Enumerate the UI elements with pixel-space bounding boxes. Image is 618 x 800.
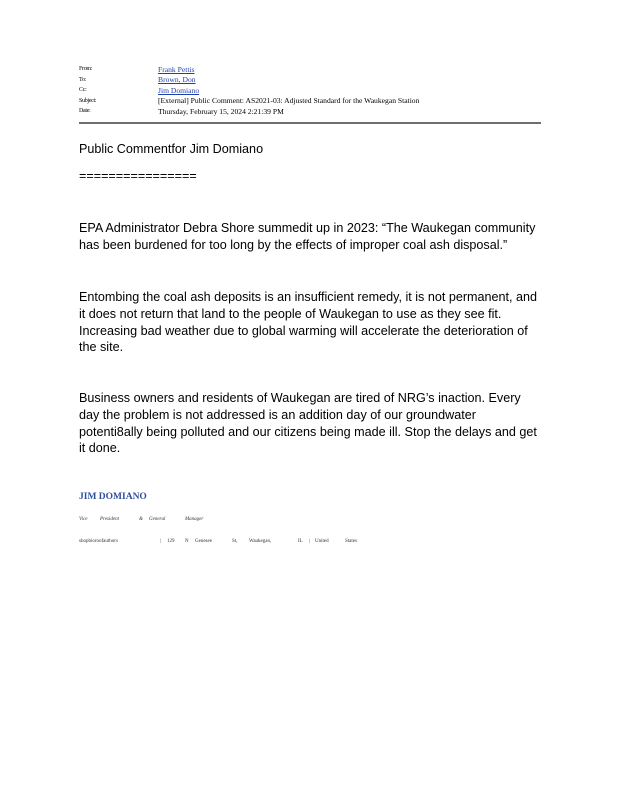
signature-title-word: President — [100, 517, 119, 522]
date-label: Date: — [79, 108, 91, 115]
from-label: From: — [79, 66, 93, 73]
signature-address-word: Genesee — [195, 539, 212, 544]
cc-row — [79, 85, 541, 96]
signature-address-word: St, — [232, 539, 238, 544]
signature-title-word: & — [139, 517, 143, 522]
signature-name: JIM DOMIANO — [79, 492, 147, 502]
signature-address-word: N — [185, 539, 189, 544]
to-link[interactable]: Brown, Don — [158, 75, 196, 85]
greeting: Public Commentfor Jim Domiano — [79, 142, 264, 156]
paragraph-3: Business owners and residents of Waukegan are tired of NRG’s inaction. Every day the problem is not addressed is an addition day of our groundwater potenti8ally being polluted and our citizens being made ill. Stop the delays and get it done. — [79, 391, 537, 456]
signature-address-word: shopbioroofauthors — [79, 539, 118, 544]
email-header — [79, 64, 541, 117]
signature-address-word: IL — [298, 539, 303, 544]
subject-row — [79, 96, 541, 107]
subject-label: Subject: — [79, 97, 97, 104]
cc-link[interactable]: Jim Domiano — [158, 85, 200, 95]
signature-title-word: Manager — [185, 517, 204, 522]
to-row — [79, 75, 541, 86]
signature-title-word: Vice — [79, 517, 88, 522]
from-row — [79, 64, 541, 75]
signature-address-word: States — [345, 539, 357, 544]
paragraph-1: EPA Administrator Debra Shore summedit up in 2023: “The Waukegan community has been burdened for too long by the effects of improper coal ash disposal.” — [79, 221, 536, 252]
to-label: To: — [79, 76, 87, 83]
signature-address-word: United — [315, 539, 329, 544]
cc-label: Cc: — [79, 87, 87, 94]
date-row — [79, 106, 541, 117]
signature-address-word: Waukegan, — [249, 539, 272, 544]
date-value: Thursday, February 15, 2024 2:21:39 PM — [158, 106, 284, 116]
signature-address-word: | — [309, 539, 311, 544]
signature-title-word: General — [149, 517, 166, 522]
paragraph-2: Entombing the coal ash deposits is an insufficient remedy, it is not permanent, and it does not return that land to the people of Waukegan to use as they see fit. Increasing bad weather due to global warming will accelerate the deterioration of the site. — [79, 290, 538, 355]
signature-address-word: | — [160, 539, 162, 544]
signature-address-word: 129 — [167, 539, 175, 544]
from-link[interactable]: Frank Pettis — [158, 64, 195, 74]
separator-line: ================ — [79, 169, 197, 183]
header-divider — [79, 122, 541, 124]
subject-value: [External] Public Comment: AS2021-03: Adjusted Standard for the Waukegan Station — [158, 96, 420, 106]
